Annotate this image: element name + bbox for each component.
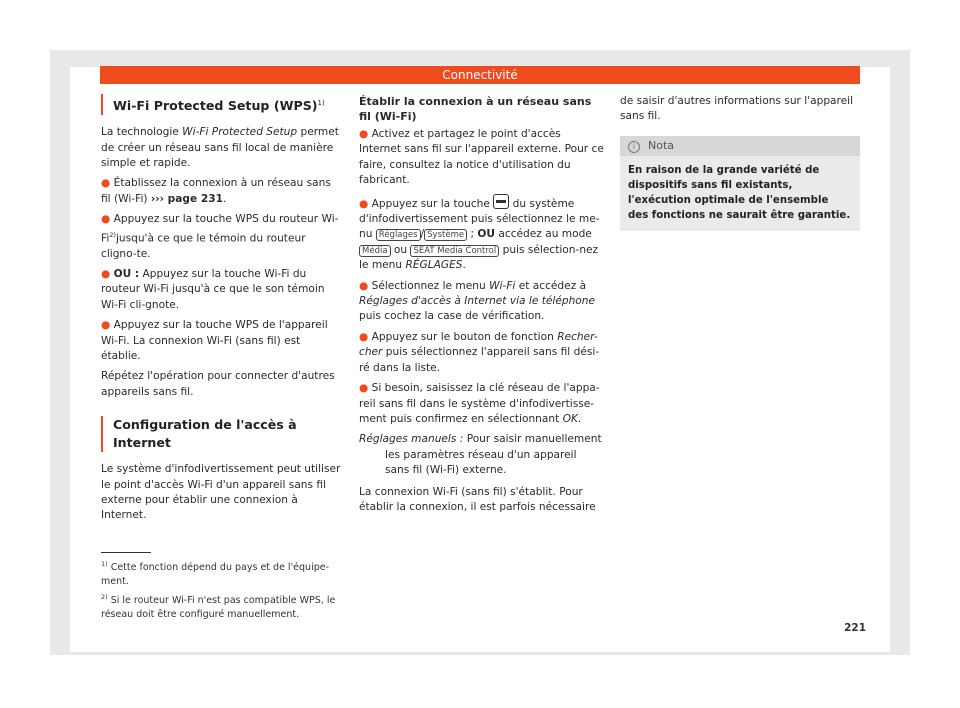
heading-internet-access: Configuration de l'accès à Internet: [101, 416, 343, 452]
definition-manual-settings: [359, 432, 604, 478]
note-title: Nota: [648, 138, 675, 152]
text: .: [462, 259, 466, 272]
bullet-item: [359, 194, 604, 274]
text: puis cochez la case de vérification.: [359, 310, 545, 323]
footnote-item: [101, 591, 343, 621]
footnotes: [101, 558, 343, 624]
bullet-item: [101, 267, 343, 313]
note-body: En raison de la grande variété de dispositifs sans fil existants, l'exécution optimale de l'ensemble des fonctions ne saurait être garantie.: [628, 164, 851, 221]
text: .: [577, 412, 582, 425]
bullet-item: [359, 127, 604, 189]
bullet-dot: ●: [101, 319, 111, 332]
definition-rest: les paramètres réseau d'un appareil sans fil (Wi-Fi) externe.: [385, 448, 577, 477]
text: ;: [467, 228, 478, 241]
heading-wps: [101, 94, 343, 115]
bullet-dot: ●: [359, 279, 369, 292]
bullet-item: [359, 330, 604, 376]
text: Pour saisir manuellement: [463, 433, 602, 446]
text: Établissez la connexion à un réseau sans fil (Wi-Fi): [101, 177, 331, 205]
page-number: 221: [844, 622, 866, 634]
or-label: OU :: [113, 267, 140, 280]
footnote-ref-2: 2): [109, 230, 116, 239]
text: ou: [390, 243, 411, 256]
text: .: [222, 192, 227, 205]
text: du système d'infodivertissement puis sélectionnez le me-nu: [359, 197, 600, 241]
footnote-text: Si le routeur Wi-Fi n'est pas compatible WPS, le réseau doit être configuré manuellement.: [101, 595, 336, 620]
menu-button-icon: [493, 194, 509, 209]
info-icon: i: [628, 141, 640, 153]
definition-first-line: [359, 432, 604, 447]
emphasis-reglages: RÉGLAGES: [405, 259, 463, 272]
text: puis sélection-nez le menu: [359, 243, 599, 272]
or-label: OU: [477, 228, 496, 241]
heading-wps-text: Wi-Fi Protected Setup (WPS): [113, 98, 318, 114]
seat-media-control-button-label: SEAT Media Control: [410, 245, 499, 257]
paragraph-internet: Le système d'infodivertissement peut utiliser le point d'accès Wi-Fi d'un appareil sans fil externe pour établir une connexion à Internet.: [101, 463, 341, 522]
footnote-text: Cette fonction dépend du pays et de l'équipe-ment.: [101, 562, 330, 587]
media-button-label: Média: [359, 245, 391, 257]
page-reference-link[interactable]: ››› page 231: [150, 192, 223, 205]
emphasis-internet-settings: Réglages d'accès à Internet via le téléphone: [359, 295, 596, 308]
bullet-dot: ●: [101, 177, 111, 190]
section-banner: Connectivité: [100, 66, 860, 84]
bullet-dot: ●: [101, 267, 111, 280]
bullet-item: [101, 318, 343, 364]
emphasis-wps: Wi-Fi Protected Setup: [182, 126, 298, 139]
emphasis-ok: OK: [562, 412, 578, 425]
text: Appuyez sur la touche Wi-Fi du routeur Wi-Fi jusqu'à ce que le son témoin Wi-Fi cli-gnote.: [101, 267, 325, 311]
text: Activez et partagez le point d'accès Internet sans fil sur l'appareil externe. Pour ce faire, consultez la notice d'utilisation du fabricant.: [359, 128, 604, 187]
text: accédez au mode: [495, 228, 592, 241]
note-header: [620, 136, 860, 156]
text: /: [420, 228, 425, 241]
text: La technologie: [101, 126, 183, 139]
emphasis-wifi: Wi-Fi: [489, 279, 516, 292]
heading-connect-wifi: Établir la connexion à un réseau sans fil (Wi-Fi): [359, 95, 592, 123]
column-left: [101, 94, 343, 529]
text: puis sélectionnez l'appareil sans fil dési-ré dans la liste.: [359, 346, 600, 374]
bullet-dot: ●: [359, 382, 369, 395]
column-middle: [359, 94, 604, 520]
footnote-ref-1: 1): [317, 99, 325, 107]
bullet-dot: ●: [359, 330, 369, 343]
text: Appuyez sur le bouton de fonction: [371, 330, 558, 343]
text: permet de créer un réseau sans fil local de manière simple et rapide.: [101, 126, 339, 169]
footnote-item: [101, 558, 343, 588]
bullet-item: [101, 212, 343, 262]
definition-term: Réglages manuels :: [359, 433, 464, 446]
bullet-item: [359, 381, 604, 427]
note-box: [620, 136, 860, 231]
footnote-mark: 1): [101, 560, 108, 568]
footnote-mark: 2): [101, 593, 108, 602]
text: Si besoin, saisissez la clé réseau de l'appa-reil sans fil dans le système d'infodivertisse-ment puis confirmez en sélectionnant: [359, 382, 600, 425]
bullet-item: [359, 279, 604, 325]
paragraph-repeat: Répétez l'opération pour connecter d'autres appareils sans fil.: [101, 370, 335, 398]
column-right: [620, 94, 860, 231]
text: Sélectionnez le menu: [371, 279, 490, 292]
text: Appuyez sur la touche WPS de l'appareil Wi-Fi. La connexion Wi-Fi (sans fil) est établie.: [101, 319, 328, 362]
bullet-item: [101, 176, 343, 207]
text: Appuyez sur la touche: [371, 197, 494, 210]
emphasis-rechercher: Recher-cher: [359, 330, 598, 359]
text: jusqu'à ce que le témoin du routeur cligno-te.: [101, 232, 306, 260]
reglages-button-label: Réglages: [376, 229, 421, 241]
bullet-dot: ●: [359, 197, 369, 210]
paragraph-intro: [101, 125, 343, 171]
footnote-divider: [101, 552, 151, 553]
text: et accédez à: [515, 279, 587, 292]
bullet-dot: ●: [101, 213, 111, 226]
paragraph-continued: de saisir d'autres informations sur l'appareil sans fil.: [620, 95, 854, 123]
bullet-dot: ●: [359, 128, 369, 140]
systeme-button-label: Système: [424, 229, 467, 241]
text: Appuyez sur la touche WPS du routeur Wi-Fi: [101, 213, 339, 245]
paragraph-connection-established: La connexion Wi-Fi (sans fil) s'établit. Pour établir la connexion, il est parfois nécessaire: [359, 485, 596, 513]
